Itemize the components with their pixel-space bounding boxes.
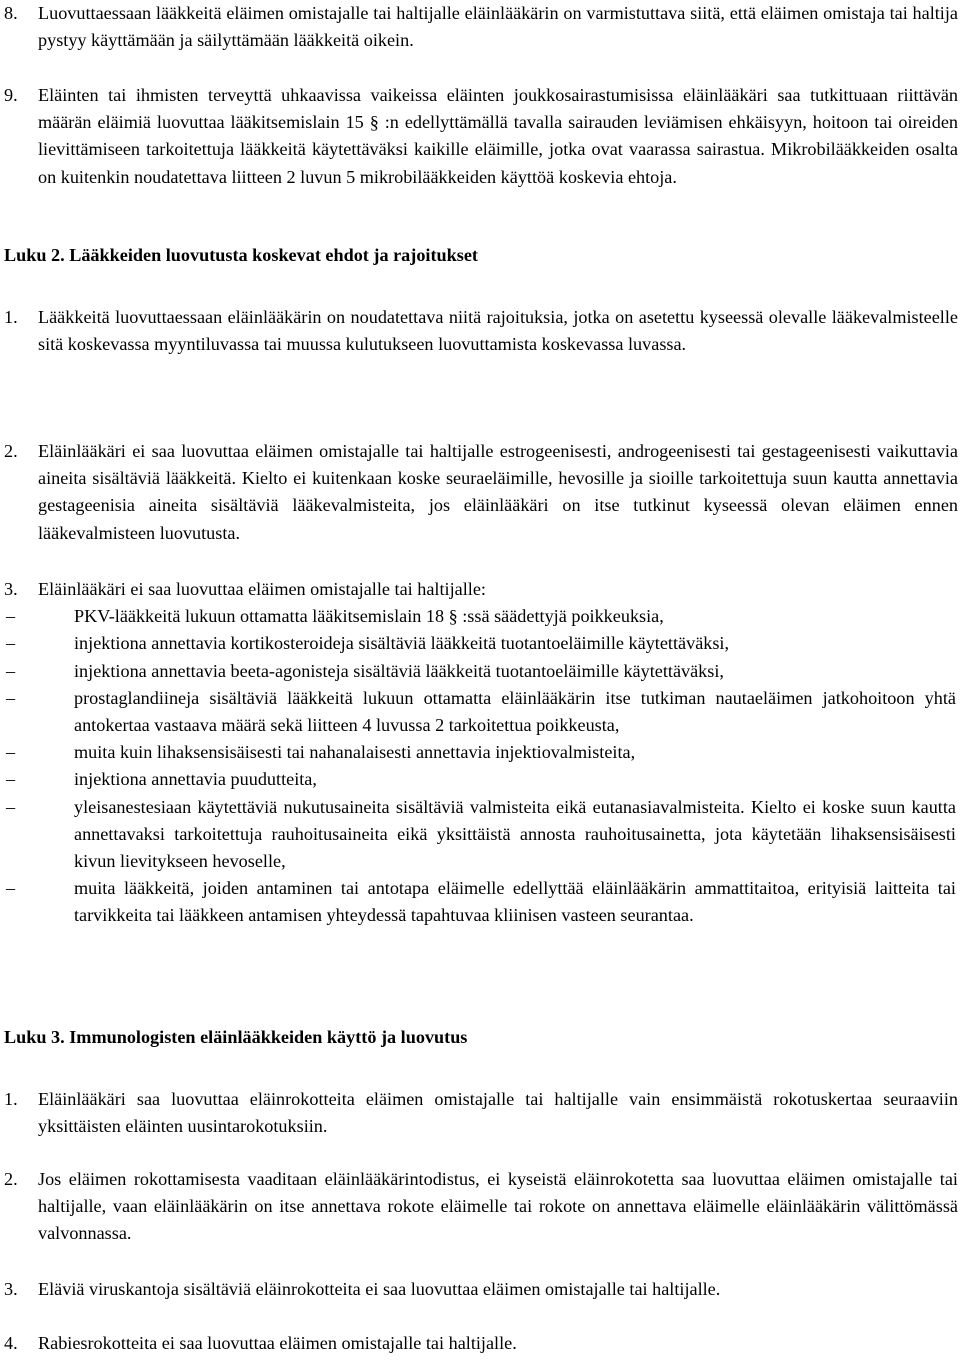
paragraph-text: Eläinlääkäri ei saa luovuttaa eläimen omistajalle tai haltijalle estrogeenisesti, androgeenisesti tai gestageenisesti vaikuttavia aineita sisältäviä lääkkeitä. Kielto ei kuitenkaan koske seuraeläimille, hevosille ja sioille tarkoitettuja suun kautta annettavia gestageenisia aineita sisältäviä lääkevalmisteita, jos eläinlääkäri on itse tutkinut kyseessä olevan eläimen ennen lääkevalmisteen luovutusta. [38, 441, 958, 543]
chapter-2-paragraph-2 [0, 438, 960, 547]
paragraph-text: Rabiesrokotteita ei saa luovuttaa eläimen omistajalle tai haltijalle. [38, 1333, 517, 1353]
dash-bullet: – [6, 633, 16, 654]
dash-bullet: – [6, 687, 16, 708]
paragraph-9 [0, 82, 960, 191]
paragraph-3-lead [0, 576, 958, 603]
chapter-3-paragraph-4 [0, 1330, 960, 1357]
paragraph-number: 3. [4, 1279, 18, 1299]
list-item-text: muita lääkkeitä, joiden antaminen tai antotapa eläimelle edellyttää eläinlääkärin ammattitaitoa, erityisiä laitteita tai tarvikkeita tai lääkkeen antamisen yhteydessä tapahtuvaa kliinisen vasteen seurantaa. [74, 878, 956, 926]
list-item-text: prostaglandiineja sisältäviä lääkkeitä lukuun ottamatta eläinlääkärin itse tutkiman nautaeläimen jatkohoitoon yhtä antokertaa vastaava määrä sekä liitteen 4 luvussa 2 tarkoitettua poikkeusta, [74, 687, 956, 736]
paragraph-number: 2. [4, 441, 18, 461]
list-item [0, 603, 958, 630]
paragraph-text: Luovuttaessaan lääkkeitä eläimen omistajalle tai haltijalle eläinlääkärin on varmistuttava siitä, että eläimen omistaja tai haltija pystyy käyttämään ja säilyttämään lääkkeitä oikein. [38, 3, 958, 51]
paragraph-number: 1. [4, 307, 18, 327]
chapter-3-paragraph-1 [0, 1086, 960, 1140]
list-item-text: injektiona annettavia kortikosteroideja sisältäviä lääkkeitä tuotantoeläimille käytettäväksi, [74, 633, 730, 654]
list-item-text: injektiona annettavia puudutteita, [74, 769, 317, 790]
paragraph-number: 2. [4, 1169, 18, 1189]
chapter-2-heading: Luku 2. Lääkkeiden luovutusta koskevat ehdot ja rajoitukset [4, 245, 478, 265]
list-item-text: injektiona annettavia beeta-agonisteja sisältäviä lääkkeitä tuotantoeläimille käytettäväksi, [74, 660, 724, 681]
paragraph-text: Eläviä viruskantoja sisältäviä eläinrokotteita ei saa luovuttaa eläimen omistajalle tai haltijalle. [38, 1279, 721, 1299]
chapter-3-paragraph-2 [0, 1166, 960, 1248]
list-item-text: yleisanestesiaan käytettäviä nukutusaineita sisältäviä valmisteita eikä eutanasiavalmisteita. Kielto ei koske suun kautta annettavaksi tarkoitettuja rauhoitusaineita eikä yksittäistä annosta rauhoitusainetta, jota käytetään lihaksensisäisesti kivun lievitykseen hevoselle, [74, 796, 956, 872]
list-item [0, 794, 958, 876]
paragraph-text: Jos eläimen rokottamisesta vaaditaan eläinlääkärintodistus, ei kyseistä eläinrokotetta saa luovuttaa eläimen omistajalle tai haltijalle, vaan eläinlääkärin on itse annettava rokote eläimelle tai rokote on annettava eläimelle eläinlääkärin välittömässä valvonnassa. [38, 1169, 958, 1244]
dash-bullet: – [6, 606, 16, 627]
list-item [0, 875, 958, 929]
list-item [0, 739, 958, 766]
chapter-2-paragraph-3 [0, 576, 958, 930]
paragraph-text: Lääkkeitä luovuttaessaan eläinlääkärin on noudatettava niitä rajoituksia, jotka on asetettu kyseessä olevalle lääkevalmisteelle sitä koskevassa myyntiluvassa tai muussa kulutukseen luovuttamista koskevassa luvassa. [38, 307, 958, 355]
list-item-text: muita kuin lihaksensisäisesti tai nahanalaisesti annettavia injektiovalmisteita, [74, 742, 636, 763]
paragraph-number: 1. [4, 1089, 18, 1109]
paragraph-number: 3. [4, 579, 18, 599]
paragraph-8 [0, 0, 960, 54]
list-item [0, 658, 958, 685]
paragraph-text: Eläinlääkäri ei saa luovuttaa eläimen omistajalle tai haltijalle: [38, 579, 486, 599]
paragraph-number: 8. [4, 3, 18, 23]
paragraph-text: Eläinten tai ihmisten terveyttä uhkaavissa vaikeissa eläinten joukkosairastumisissa eläinlääkäri saa tutkittuaan riittävän määrän eläimiä luovuttaa lääkitsemislain 15 § :n edellyttämällä tavalla sairauden leviämisen ehkäisyyn, hoitoon tai oireiden lievittämiseen tarkoitettuja lääkkeitä käytettäväksi kaikille eläimille, jotka ovat vaarassa sairastua. Mikrobilääkkeiden osalta on kuitenkin noudatettava liitteen 2 luvun 5 mikrobilääkkeiden käyttöä koskevia ehtoja. [38, 85, 958, 187]
chapter-3-paragraph-3 [0, 1276, 960, 1303]
list-item [0, 630, 958, 657]
dash-bullet: – [6, 769, 16, 790]
chapter-3-heading: Luku 3. Immunologisten eläinlääkkeiden käyttö ja luovutus [4, 1027, 468, 1047]
paragraph-number: 9. [4, 85, 18, 105]
list-item-text: PKV-lääkkeitä lukuun ottamatta lääkitsemislain 18 § :ssä säädettyjä poikkeuksia, [74, 606, 664, 627]
dash-bullet: – [6, 878, 16, 899]
restriction-list [0, 603, 958, 929]
dash-bullet: – [6, 742, 16, 763]
chapter-2-paragraph-1 [0, 304, 960, 358]
paragraph-number: 4. [4, 1333, 18, 1353]
paragraph-text: Eläinlääkäri saa luovuttaa eläinrokotteita eläimen omistajalle tai haltijalle vain ensimmäistä rokotuskertaa seuraaviin yksittäisten eläinten uusintarokotuksiin. [38, 1089, 958, 1137]
dash-bullet: – [6, 796, 16, 817]
list-item [0, 685, 958, 739]
dash-bullet: – [6, 660, 16, 681]
list-item [0, 766, 958, 793]
